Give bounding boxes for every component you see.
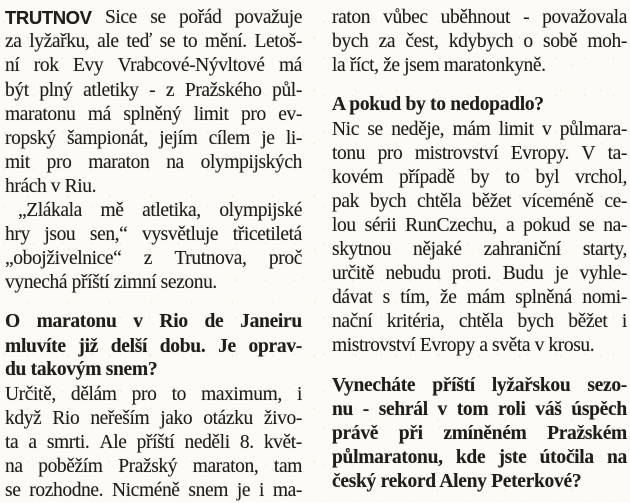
- text-line: la říct, že jsem maratonkyně.: [332, 55, 546, 77]
- text-line: A pokud by to nedopadlo?: [332, 94, 544, 116]
- text-line: ní rok Evy Vrabcové-Nývltové má: [5, 55, 302, 77]
- text-line: ropský šampionát, jejím cílem je li-: [5, 127, 302, 149]
- text-line: Nic se neděje, mám limit v půlmara-: [332, 118, 627, 140]
- text-line: se rozhodne. Nicméně snem je i ma-: [5, 480, 302, 502]
- text-line: za lyžařku, ale teď se to mění. Letoš-: [5, 31, 302, 53]
- article-column-2: [332, 6, 627, 503]
- text-line: hrách v Riu.: [5, 175, 97, 197]
- text-line: Vynecháte příští lyžařskou sezo-: [332, 374, 627, 396]
- text-line: „Zlákala mě atletika, olympijské: [18, 200, 302, 222]
- text-line: nační kritéria, chtěla bych běžet i: [332, 311, 627, 333]
- text-line: pak bych chtěla běžet víceméně ce-: [332, 190, 627, 212]
- text-line: vynechá příští zimní sezonu.: [5, 272, 217, 294]
- article-columns: [5, 6, 627, 503]
- article-paragraph: [5, 199, 302, 295]
- dateline: TRUTNOV: [5, 6, 92, 28]
- text-line: raton vůbec uběhnout - považovala: [332, 7, 627, 29]
- interview-question: [332, 93, 627, 117]
- article-paragraph: [332, 117, 627, 358]
- text-line: ta a smrti. Ale příští neděli 8. květ-: [5, 431, 302, 453]
- text-line: skytnou nějaké zahraniční starty,: [332, 239, 627, 261]
- text-line: český rekord Aleny Peterkové?: [332, 470, 582, 492]
- text-line: bych za čest, kdybych o sobě moh-: [332, 31, 627, 53]
- text-line: tonu pro mistrovství Evropy. V ta-: [332, 142, 627, 164]
- text-line: mistrovství Evropy a světa v krosu.: [332, 335, 595, 357]
- article-paragraph: [332, 6, 627, 78]
- article-paragraph: [5, 382, 302, 502]
- text-line: půlmaratonu, kde jste útočila na: [332, 446, 627, 468]
- text-line: mluvíte již delší dobu. Je oprav-: [5, 335, 302, 357]
- text-line: právě při zmíněném Pražském: [332, 422, 627, 444]
- text-line: maratonu má splněný limit pro ev-: [5, 103, 302, 125]
- text-line: TRUTNOV Sice se pořád považuje: [5, 6, 302, 29]
- text-line: na poběžím Pražský maraton, tam: [5, 455, 302, 477]
- text-line: když Rio neřeším jako otázku živo-: [5, 407, 302, 429]
- text-line: určitě nebudu proti. Budu je vyhle-: [332, 263, 627, 285]
- text-line: dávat s tím, že mám splněná nomi-: [332, 287, 627, 309]
- interview-question: [5, 310, 302, 382]
- text-line: lou sérii RunCzechu, a pokud se na-: [332, 215, 627, 237]
- text-line: být plný atletiky - z Pražského půl-: [5, 79, 302, 101]
- text-line: Určitě, dělám pro to maximum, i: [5, 383, 302, 405]
- text-line: O maratonu v Rio de Janeiru: [5, 311, 302, 333]
- text-line: „obojživelnice“ z Trutnova, proč: [5, 248, 302, 270]
- article-column-1: [5, 6, 302, 503]
- text-line: kovém případě by to byl vrchol,: [332, 166, 627, 188]
- interview-question: [332, 373, 627, 493]
- text-line: hry jsou sen,“ vysvětluje třicetiletá: [5, 224, 302, 246]
- text-line: mit pro maraton na olympijských: [5, 151, 302, 173]
- article-paragraph: [5, 6, 302, 199]
- text-line: nu - sehrál v tom roli váš úspěch: [332, 398, 627, 420]
- text-line: du takovým snem?: [5, 359, 158, 381]
